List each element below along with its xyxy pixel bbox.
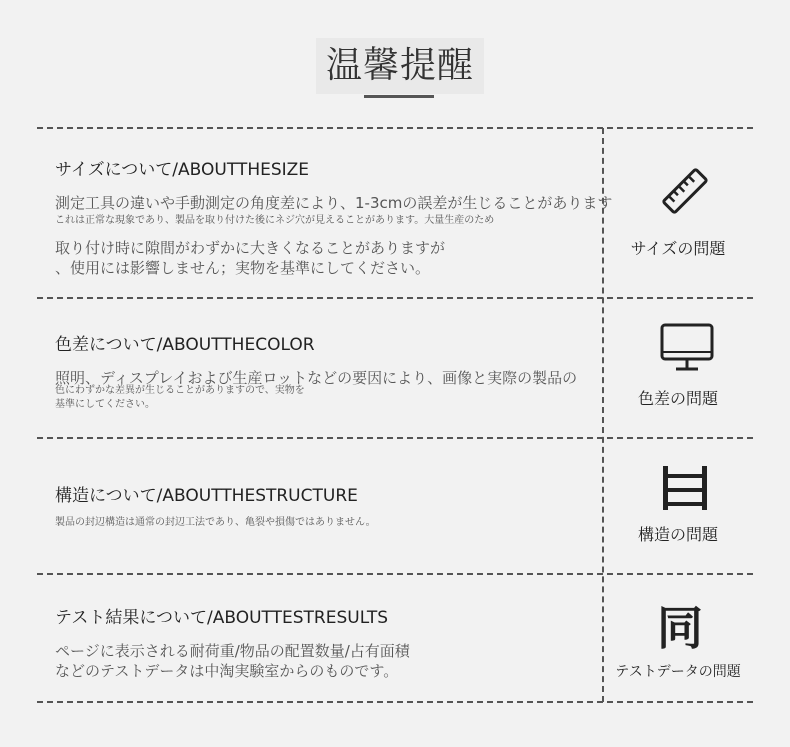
section-size-line3: 取り付け時に隙間がわずかに大きくなることがありますが <box>55 239 446 257</box>
side-label-size: サイズの問題 <box>630 239 726 258</box>
divider-bottom <box>37 701 753 703</box>
section-test-title: テスト結果について/ABOUTTESTRESULTS <box>55 608 389 628</box>
section-size-line1: 測定工具の違いや手動測定の角度差により、1-3cmの誤差が生じることがあります <box>55 194 613 212</box>
section-structure-title: 構造について/ABOUTTHESTRUCTURE <box>55 486 358 506</box>
side-label-structure: 構造の問題 <box>637 525 718 544</box>
section-color-line2: 色にわずかな差異が生じることがありますので、実物を <box>55 385 305 396</box>
structure-icon <box>660 464 710 512</box>
section-test-line2: などのテストデータは中淘実験室からのものです。 <box>55 662 399 680</box>
divider-top <box>37 127 753 129</box>
title-underline <box>364 95 434 98</box>
section-structure-line1: 製品の封辺構造は通常の封辺工法であり、亀裂や損傷ではありません。 <box>55 517 376 528</box>
section-color-line1: 照明、ディスプレイおよび生産ロットなどの要因により、画像と実際の製品の <box>55 369 578 387</box>
side-label-test: テストデータの問題 <box>615 664 741 680</box>
section-test-line1: ページに表示される耐荷重/物品の配置数量/占有面積 <box>55 642 410 660</box>
section-size-line2: これは正常な現象であり、製品を取り付けた後にネジ穴が見えることがあります。大量生産のため <box>55 215 495 226</box>
section-size-line4: 、使用には影響しません；実物を基準にしてください。 <box>55 259 431 277</box>
side-label-color: 色差の問題 <box>637 389 718 408</box>
section-color-line3: 基準にしてください。 <box>55 399 155 410</box>
monitor-icon <box>660 323 714 373</box>
divider-2 <box>37 437 753 439</box>
divider-vertical <box>602 128 604 702</box>
divider-1 <box>37 297 753 299</box>
page-title: 温馨提醒 <box>316 38 484 94</box>
divider-3 <box>37 573 753 575</box>
ruler-icon <box>660 166 710 216</box>
section-size-title: サイズについて/ABOUTTHESIZE <box>55 160 310 180</box>
section-color-title: 色差について/ABOUTTHECOLOR <box>55 335 315 355</box>
same-char-icon: 同 <box>657 601 703 655</box>
